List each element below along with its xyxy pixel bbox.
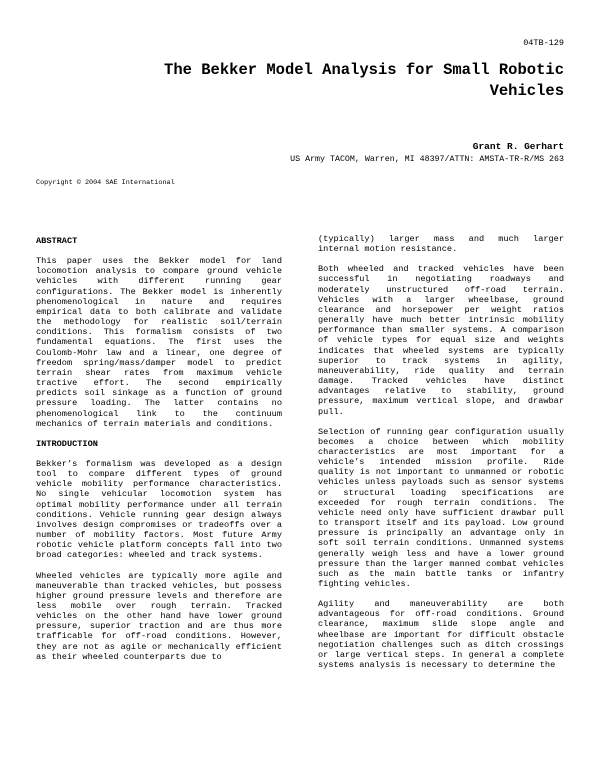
copyright-notice: Copyright © 2004 SAE International	[36, 179, 175, 187]
author-name: Grant R. Gerhart	[472, 141, 564, 152]
introduction-heading: INTRODUCTION	[36, 438, 98, 449]
body-paragraph-4: Agility and maneuverability are both advantageous for off-road conditions. Ground clearance, maximum slide slope angle and wheelbase are important for difficult obstacle negotiation challenges such as ditch crossings or large vertical steps. In general a complete systems analysis is necessary to determine the	[318, 599, 564, 671]
author-affiliation: US Army TACOM, Warren, MI 48397/ATTN: AMSTA-TR-R/MS 263	[290, 155, 564, 164]
intro-paragraph-2: Wheeled vehicles are typically more agile and maneuverable than tracked vehicles, but possess higher ground pressure levels and therefore are less mobile over rough terrain. Tracked vehicles on the other hand have lower ground pressure, superior traction and are thus more trafficable for off-road conditions. However, they are not as agile or mechanically efficient as their wheeled counterparts due to	[36, 570, 282, 662]
body-paragraph-2: Both wheeled and tracked vehicles have been successful in negotiating roadways and moderately unstructured off-road terrain. Vehicles with a larger wheelbase, ground clearance and horsepower per weight ratios generally have much better intrinsic mobility performance than smaller systems. A comparison of vehicle types for equal size and weights indicates that wheeled systems are typically superior to track systems in agility, maneuverability, ride quality and terrain damage. Tracked vehicles have distinct advantages relative to stability, ground pressure, maximum vertical slope, and drawbar pull.	[318, 264, 564, 417]
body-paragraph-1: (typically) larger mass and much larger internal motion resistance.	[318, 234, 564, 255]
paper-title: The Bekker Model Analysis for Small Robotic Vehicles	[164, 61, 564, 100]
abstract-paragraph: This paper uses the Bekker model for land locomotion analysis to compare ground vehicle vehicles with different running gear configurations. The Bekker model is inherently phenomenological in nature and requires empirical data to both calibrate and validate the methodology for realistic soil/terrain conditions. This formalism consists of two fundamental equations. The first uses the Coulomb-Mohr law and a linear, one degree of freedom spring/mass/damper model to predict terrain shear rates from maximum vehicle tractive effort. The second empirically predicts soil sinkage as a function of ground pressure loading. The latter contains no phenomenological link to the continuum mechanics of terrain materials and conditions.	[36, 256, 282, 429]
right-column	[318, 234, 564, 680]
body-paragraph-3: Selection of running gear configuration usually becomes a choice between which mobility characteristics are most important for a vehicle’s intended mission profile. Ride quality is not important to unmanned or robotic vehicles unless payloads such as sensor systems or structural loading specifications are exceeded for rough terrain conditions. The vehicle need only have sufficient drawbar pull to transport itself and its payload. Low ground pressure is principally an advantage only in soft soil terrain conditions. Unmanned systems generally weigh less and have a lower ground pressure than the larger manned combat vehicles such as the main battle tanks or infantry fighting vehicles.	[318, 426, 564, 589]
paper-id: 04TB-129	[523, 38, 564, 48]
intro-paragraph-1: Bekker’s formalism was developed as a design tool to compare different types of ground vehicle mobility performance characteristics. No single vehicular locomotion system has optimal mobility performance under all terrain conditions. Vehicle running gear design always involves design compromises or tradeoffs over a number of mobility factors. Most future Army robotic vehicle platform concepts fall into two broad categories: wheeled and track systems.	[36, 458, 282, 561]
left-column	[36, 234, 282, 672]
abstract-heading: ABSTRACT	[36, 236, 78, 246]
